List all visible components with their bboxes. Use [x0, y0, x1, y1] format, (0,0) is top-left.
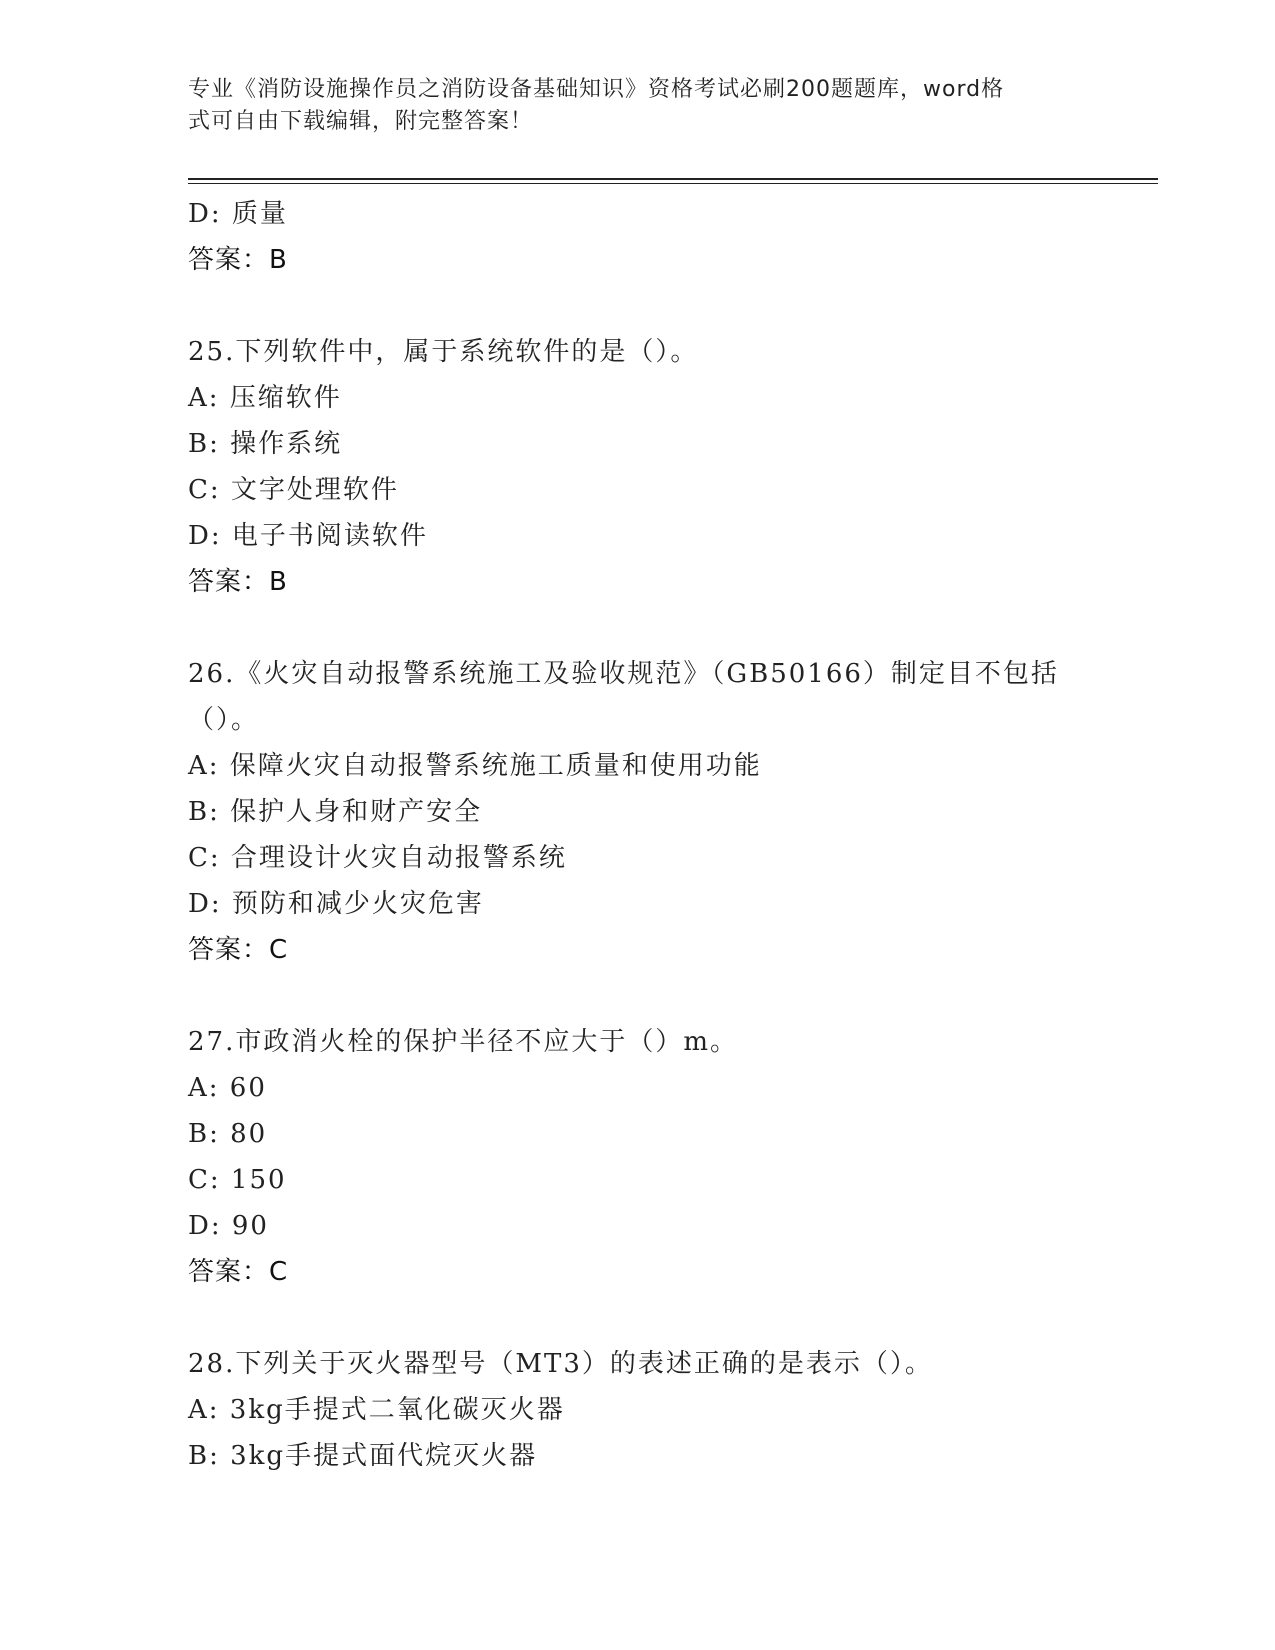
answer-line: 答案：C — [188, 935, 289, 965]
option-d: D: 质量 — [188, 199, 288, 229]
option-c: C: 文字处理软件 — [188, 475, 399, 505]
header-line-2: 式可自由下载编辑，附完整答案！ — [188, 109, 534, 134]
answer-line: 答案：C — [188, 1257, 289, 1287]
spacer — [188, 973, 1088, 1019]
header-line-1: 专业《消防设施操作员之消防设备基础知识》资格考试必刷200题题库，word格 — [188, 77, 1005, 102]
question-block-26 — [188, 651, 1088, 973]
option-a: A: 3kg手提式二氧化碳灭火器 — [188, 1395, 565, 1425]
answer-line: 答案：B — [188, 245, 288, 275]
document-header — [188, 74, 1068, 138]
option-b: B: 80 — [188, 1119, 268, 1149]
option-d: D: 电子书阅读软件 — [188, 521, 428, 551]
option-a: A: 60 — [188, 1073, 267, 1103]
question-text: 27.市政消火栓的保护半径不应大于（）m。 — [188, 1027, 739, 1057]
option-b: B: 保护人身和财产安全 — [188, 797, 483, 827]
option-a: A: 保障火灾自动报警系统施工质量和使用功能 — [188, 751, 762, 781]
question-text: 25.下列软件中，属于系统软件的是（）。 — [188, 337, 699, 367]
question-block-28 — [188, 1341, 1088, 1479]
spacer — [188, 605, 1088, 651]
spacer — [188, 1295, 1088, 1341]
option-a: A: 压缩软件 — [188, 383, 342, 413]
option-c: C: 150 — [188, 1165, 287, 1195]
question-block-24 — [188, 191, 1088, 283]
option-c: C: 合理设计火灾自动报警系统 — [188, 843, 567, 873]
option-d: D: 90 — [188, 1211, 269, 1241]
question-text: 26.《火灾自动报警系统施工及验收规范》（GB50166）制定目不包括（）。 — [188, 659, 1059, 735]
answer-line: 答案：B — [188, 567, 288, 597]
question-text: 28.下列关于灭火器型号（MT3）的表述正确的是表示（）。 — [188, 1349, 933, 1379]
question-list — [188, 191, 1088, 1479]
option-d: D: 预防和减少火灾危害 — [188, 889, 484, 919]
spacer — [188, 283, 1088, 329]
option-b: B: 3kg手提式面代烷灭火器 — [188, 1441, 538, 1471]
question-block-25 — [188, 329, 1088, 605]
header-rule-thin — [188, 183, 1158, 184]
question-block-27 — [188, 1019, 1088, 1295]
header-rule-thick — [188, 178, 1158, 180]
option-b: B: 操作系统 — [188, 429, 343, 459]
